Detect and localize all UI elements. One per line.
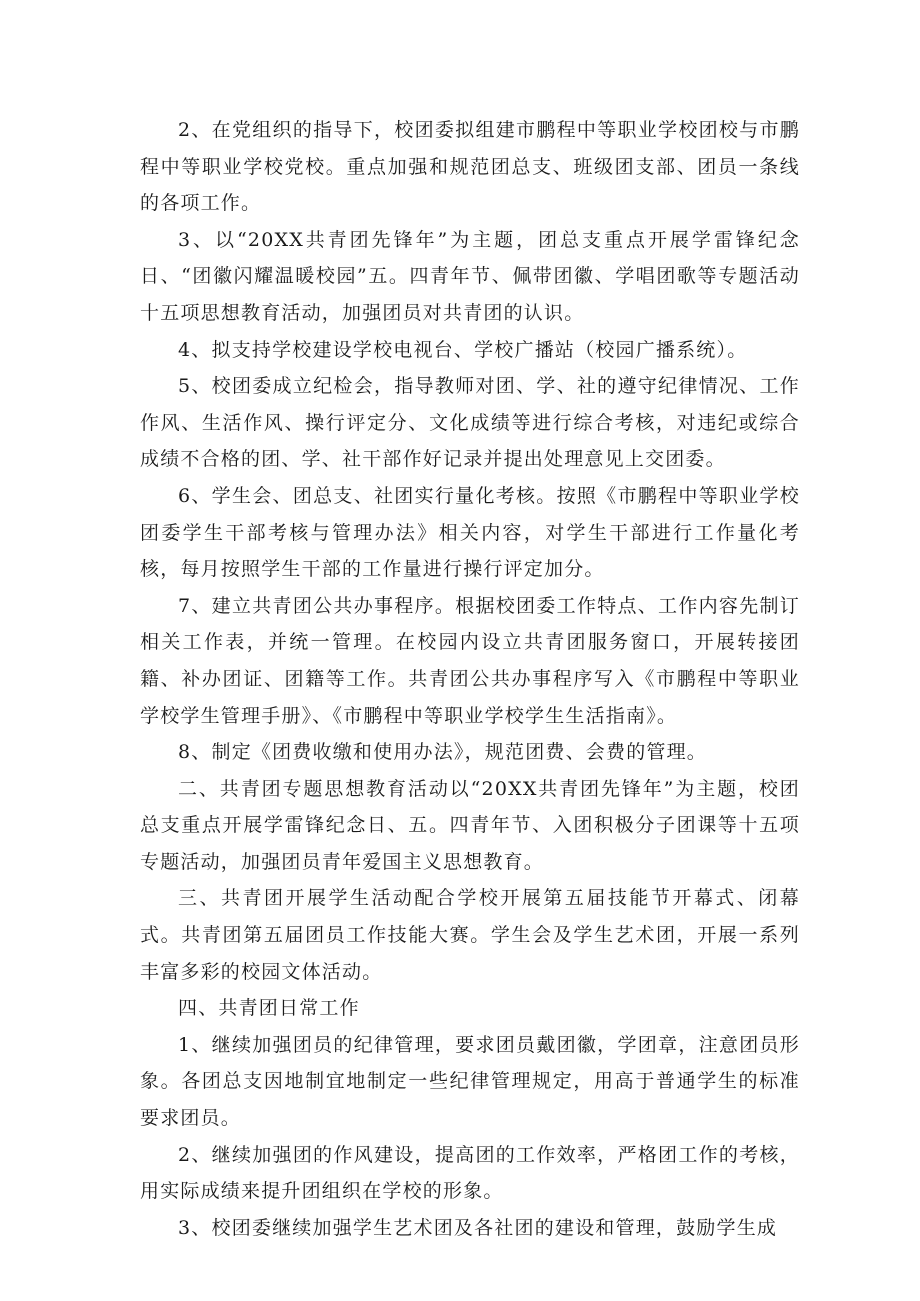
daily-work-item-1: 1、继续加强团员的纪律管理，要求团员戴团徽，学团章，注意团员形象。各团总支因地制宜地制定一些纪律管理规定，用高于普通学生的标准要求团员。	[140, 1033, 800, 1130]
daily-work-item-2: 2、继续加强团的作风建设，提高团的工作效率，严格团工作的考核，用实际成绩来提升团组织在学校的形象。	[140, 1143, 800, 1203]
section-four-heading: 四、共青团日常工作	[178, 997, 360, 1020]
paragraph-5: 5、校团委成立纪检会，指导教师对团、学、社的遵守纪律情况、工作作风、生活作风、操行评定分、文化成绩等进行综合考核，对违纪或综合成绩不合格的团、学、社干部作好记录并提出处理意见上交团委。	[140, 375, 800, 471]
section-two: 二、共青团专题思想教育活动以“20XX共青团先锋年”为主题，校团总支重点开展学雷锋纪念日、五。四青年节、入团积极分子团课等十五项专题活动，加强团员青年爱国主义思想教育。	[140, 777, 800, 873]
paragraph-7: 7、建立共青团公共办事程序。根据校团委工作特点、工作内容先制订相关工作表，并统一管理。在校园内设立共青团服务窗口，开展转接团籍、补办团证、团籍等工作。共青团公共办事程序写入《市鹏程中等职业学校学生管理手册》、《市鹏程中等职业学校学生生活指南》。	[140, 594, 800, 727]
paragraph-2: 2、在党组织的指导下，校团委拟组建市鹏程中等职业学校团校与市鹏程中等职业学校党校。重点加强和规范团总支、班级团支部、团员一条线的各项工作。	[140, 119, 800, 215]
paragraph-6: 6、学生会、团总支、社团实行量化考核。按照《市鹏程中等职业学校团委学生干部考核与管理办法》相关内容，对学生干部进行工作量化考核，每月按照学生干部的工作量进行操行评定加分。	[140, 484, 800, 581]
document-body	[140, 112, 800, 1246]
paragraph-4: 4、拟支持学校建设学校电视台、学校广播站（校园广播系统）。	[178, 338, 748, 361]
section-three: 三、共青团开展学生活动配合学校开展第五届技能节开幕式、闭幕式。共青团第五届团员工作技能大赛。学生会及学生艺术团，开展一系列丰富多彩的校园文体活动。	[140, 887, 800, 983]
paragraph-8: 8、制定《团费收缴和使用办法》，规范团费、会费的管理。	[178, 741, 707, 764]
daily-work-item-3: 3、校团委继续加强学生艺术团及各社团的建设和管理，鼓励学生成	[178, 1216, 778, 1239]
paragraph-3: 3、以“20XX共青团先锋年”为主题，团总支重点开展学雷锋纪念日、“团徽闪耀温暖校园”五。四青年节、佩带团徽、学唱团歌等专题活动十五项思想教育活动，加强团员对共青团的认识。	[140, 228, 800, 324]
